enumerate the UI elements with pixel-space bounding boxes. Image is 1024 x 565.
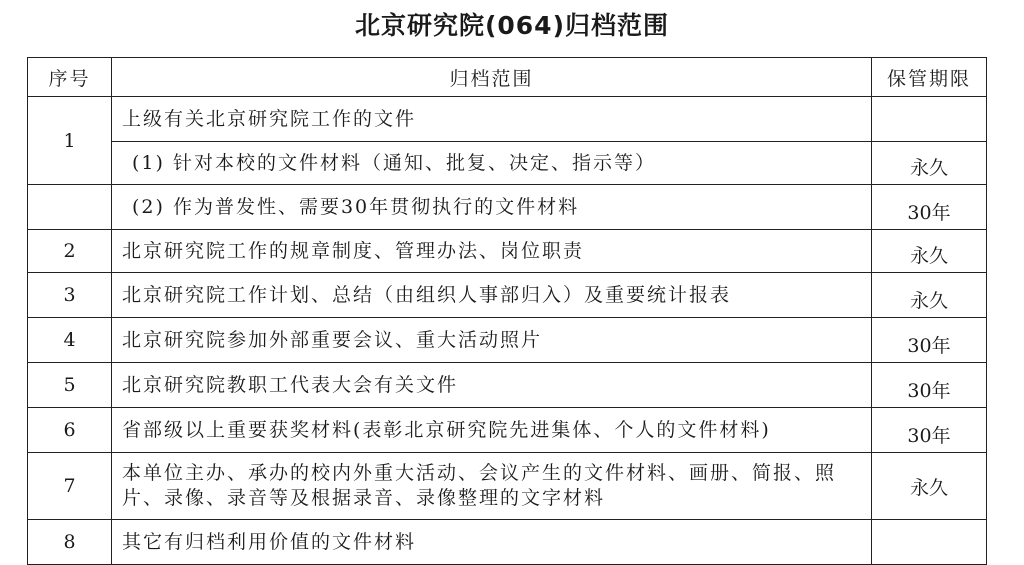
row-scope: 北京研究院工作的规章制度、管理办法、岗位职责: [112, 230, 872, 273]
archive-scope-table: [27, 57, 987, 565]
row-number: 8: [28, 520, 112, 565]
table-row: [28, 230, 987, 273]
row-scope: (2) 作为普发性、需要30年贯彻执行的文件材料: [112, 185, 872, 230]
row-number: 2: [28, 230, 112, 273]
row-number: 4: [28, 318, 112, 363]
row-scope: 北京研究院参加外部重要会议、重大活动照片: [112, 318, 872, 363]
table-row: [28, 408, 987, 453]
row-number: 6: [28, 408, 112, 453]
table-row: [28, 363, 987, 408]
table-row: [28, 520, 987, 565]
table-header-row: [28, 58, 987, 97]
table-row: [28, 185, 987, 230]
page-title: 北京研究院(064)归档范围: [354, 11, 670, 40]
column-header-no: 序号: [28, 58, 112, 97]
column-header-period: 保管期限: [872, 58, 987, 97]
row-period: 永久: [872, 230, 987, 273]
row-scope: 本单位主办、承办的校内外重大活动、会议产生的文件材料、画册、简报、照片、录像、录音等及根据录音、录像整理的文字材料: [112, 453, 872, 520]
row-period: [872, 97, 987, 142]
column-header-scope: 归档范围: [112, 58, 872, 97]
row-number: 3: [28, 273, 112, 318]
row-scope: 北京研究院教职工代表大会有关文件: [112, 363, 872, 408]
row-period: 30年: [872, 363, 987, 408]
row-number: 1: [28, 97, 112, 185]
table-row: [28, 318, 987, 363]
row-number: 7: [28, 453, 112, 520]
row-period: 30年: [872, 408, 987, 453]
row-scope: 其它有归档利用价值的文件材料: [112, 520, 872, 565]
row-scope: 省部级以上重要获奖材料(表彰北京研究院先进集体、个人的文件材料): [112, 408, 872, 453]
row-scope: 北京研究院工作计划、总结（由组织人事部归入）及重要统计报表: [112, 273, 872, 318]
row-scope: (1) 针对本校的文件材料（通知、批复、决定、指示等）: [112, 142, 872, 185]
row-number: 5: [28, 363, 112, 408]
table-row: [28, 273, 987, 318]
row-period: 30年: [872, 318, 987, 363]
row-period: [872, 520, 987, 565]
row-period: 永久: [872, 453, 987, 520]
table-row: [28, 97, 987, 142]
row-period: 永久: [872, 142, 987, 185]
row-period: 永久: [872, 273, 987, 318]
row-scope: 上级有关北京研究院工作的文件: [112, 97, 872, 142]
table-row: [28, 453, 987, 520]
row-number: [28, 185, 112, 230]
row-period: 30年: [872, 185, 987, 230]
table-row: [28, 142, 987, 185]
